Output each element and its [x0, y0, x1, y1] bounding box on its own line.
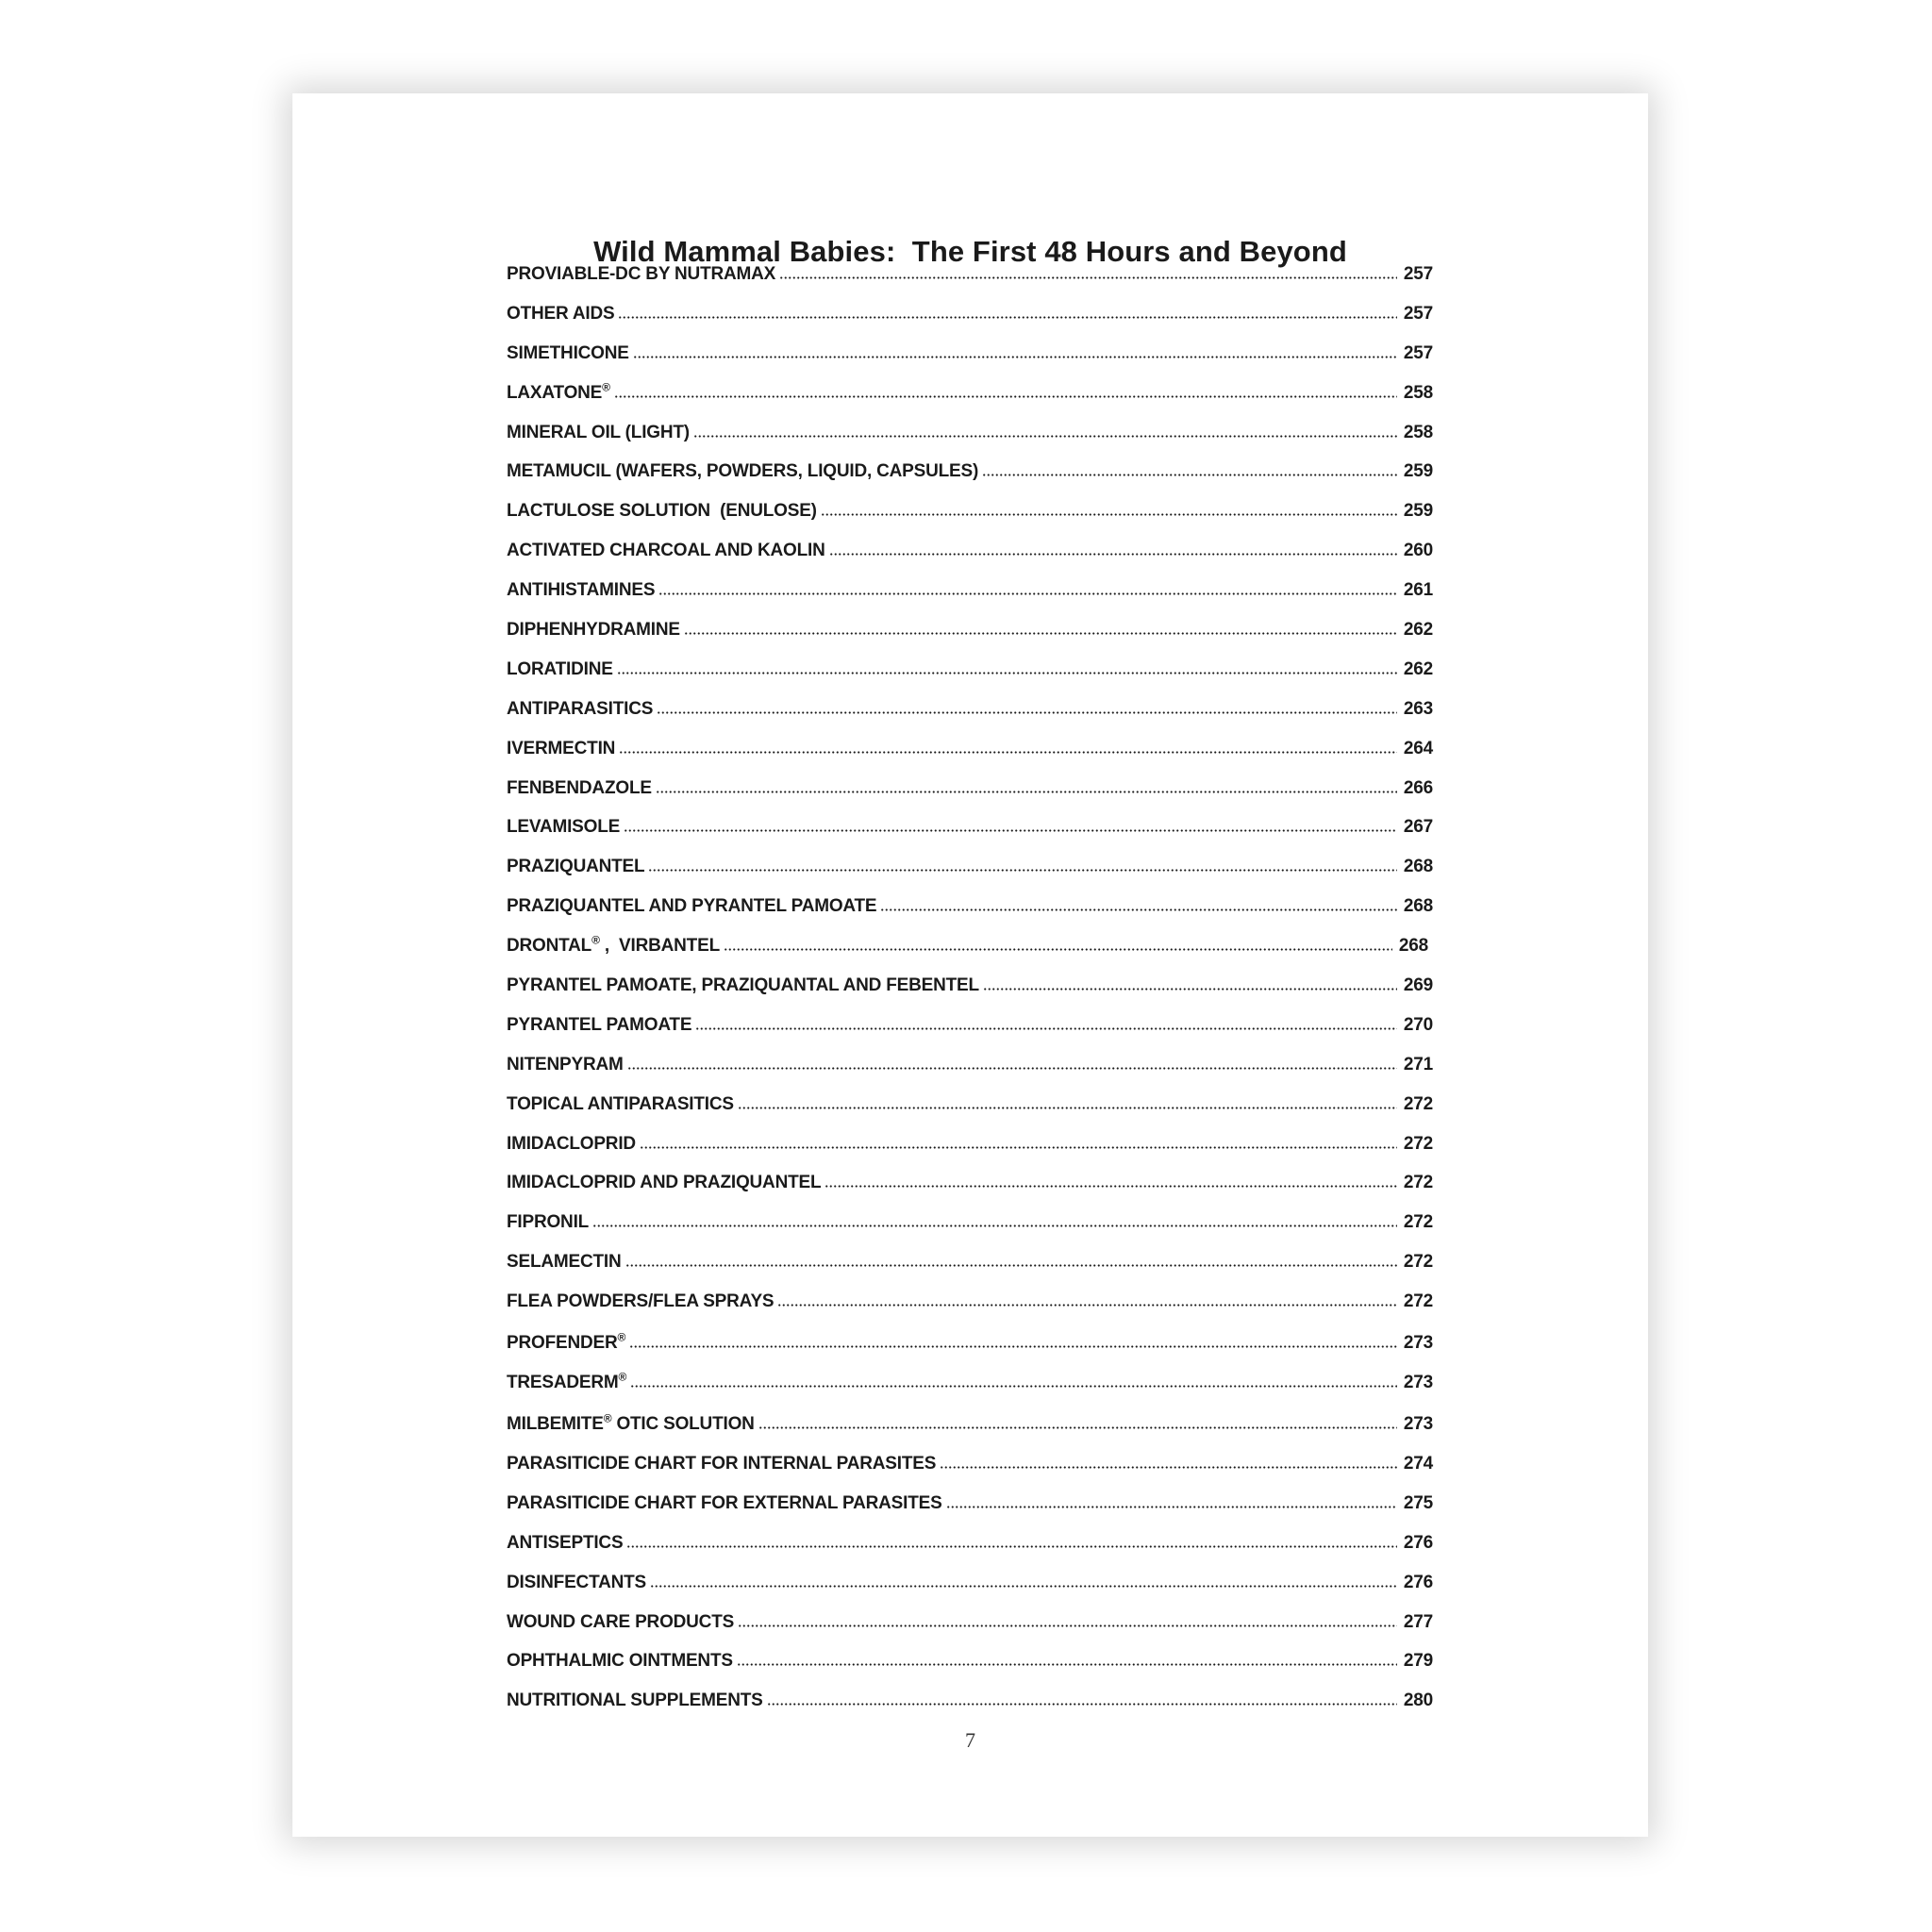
- dot-leader: [824, 1185, 1397, 1188]
- dot-leader: [880, 908, 1397, 911]
- toc-entry[interactable]: [507, 1015, 1433, 1055]
- dot-leader: [779, 276, 1397, 279]
- dot-leader: [614, 395, 1397, 398]
- dot-leader: [640, 1146, 1397, 1149]
- toc-entry[interactable]: [507, 857, 1433, 896]
- toc-entry[interactable]: [507, 1493, 1433, 1533]
- toc-entry[interactable]: [507, 620, 1433, 659]
- toc-entry[interactable]: [507, 304, 1433, 343]
- toc-entry-page: 266: [1403, 777, 1433, 798]
- toc-entry[interactable]: [507, 817, 1433, 857]
- toc-entry-page: 257: [1403, 264, 1433, 284]
- dot-leader: [982, 474, 1397, 476]
- toc-entry-label: PRAZIQUANTEL: [507, 857, 645, 877]
- toc-entry-label: PYRANTEL PAMOATE: [507, 1014, 692, 1035]
- toc-entry[interactable]: [507, 1173, 1433, 1212]
- dot-leader: [946, 1506, 1397, 1508]
- toc-entry-label: METAMUCIL (WAFERS, POWDERS, LIQUID, CAPSULES): [507, 461, 979, 482]
- toc-entry-label: TOPICAL ANTIPARASITICS: [507, 1093, 734, 1114]
- dot-leader: [829, 553, 1397, 556]
- toc-entry[interactable]: [507, 1370, 1433, 1414]
- registered-trademark-mark: ®: [603, 1411, 612, 1425]
- dot-leader: [618, 316, 1397, 319]
- toc-entry-page: 276: [1403, 1532, 1433, 1553]
- toc-entry-label: IMIDACLOPRID AND PRAZIQUANTEL: [507, 1173, 822, 1193]
- toc-entry[interactable]: [507, 1573, 1433, 1612]
- toc-entry-label: IMIDACLOPRID: [507, 1133, 636, 1154]
- toc-entry[interactable]: [507, 1651, 1433, 1690]
- toc-entry-page: 272: [1403, 1291, 1433, 1312]
- page-title: Wild Mammal Babies: The First 48 Hours and Beyond: [593, 234, 1347, 268]
- toc-entry[interactable]: [507, 1454, 1433, 1493]
- toc-entry-page: 263: [1403, 698, 1433, 719]
- toc-entry-label: FENBENDAZOLE: [507, 777, 652, 798]
- toc-entry[interactable]: [507, 975, 1433, 1015]
- toc-entry-page: 272: [1403, 1173, 1433, 1193]
- dot-leader: [738, 1107, 1397, 1109]
- dot-leader: [656, 791, 1397, 793]
- toc-entry-page: 277: [1403, 1611, 1433, 1632]
- toc-entry-page: 257: [1403, 342, 1433, 363]
- toc-entry-label: FLEA POWDERS/FLEA SPRAYS: [507, 1291, 774, 1312]
- toc-entry[interactable]: [507, 1690, 1433, 1730]
- toc-entry-label: ACTIVATED CHARCOAL AND KAOLIN: [507, 541, 825, 561]
- toc-entry-label: MILBEMITE® OTIC SOLUTION: [507, 1411, 755, 1435]
- dot-leader: [619, 751, 1397, 754]
- toc-entry[interactable]: [507, 1212, 1433, 1252]
- registered-trademark-mark: ®: [617, 1330, 626, 1344]
- dot-leader: [633, 356, 1397, 358]
- dot-leader: [767, 1703, 1397, 1706]
- table-of-contents: [507, 264, 1433, 1730]
- toc-entry-page: 273: [1403, 1373, 1433, 1393]
- registered-trademark-mark: ®: [591, 933, 600, 947]
- toc-entry[interactable]: [507, 699, 1433, 739]
- dot-leader: [724, 948, 1392, 951]
- dot-leader: [684, 632, 1397, 635]
- toc-entry-page: 270: [1403, 1014, 1433, 1035]
- toc-entry-page: 275: [1403, 1492, 1433, 1513]
- toc-entry-page: 258: [1403, 382, 1433, 403]
- toc-entry-label: NITENPYRAM: [507, 1054, 624, 1074]
- toc-entry-label: SIMETHICONE: [507, 342, 629, 363]
- toc-entry[interactable]: [507, 1134, 1433, 1174]
- toc-entry-label: LEVAMISOLE: [507, 817, 621, 838]
- dot-leader: [627, 1067, 1397, 1070]
- toc-entry-page: 276: [1403, 1572, 1433, 1592]
- toc-entry-page: 260: [1403, 541, 1433, 561]
- toc-entry-page: 271: [1403, 1054, 1433, 1074]
- toc-entry-page: 279: [1403, 1651, 1433, 1672]
- toc-entry-page: 273: [1403, 1414, 1433, 1435]
- toc-entry-page: 259: [1403, 501, 1433, 522]
- toc-entry-page: 272: [1403, 1133, 1433, 1154]
- toc-entry-page: 268: [1403, 896, 1433, 917]
- dot-leader: [695, 1027, 1397, 1030]
- toc-entry-label: PROFENDER®: [507, 1330, 626, 1354]
- toc-entry-label: IVERMECTIN: [507, 738, 616, 758]
- toc-entry-label: PYRANTEL PAMOATE, PRAZIQUANTAL AND FEBENTEL: [507, 975, 979, 996]
- toc-entry-label: WOUND CARE PRODUCTS: [507, 1611, 735, 1632]
- dot-leader: [983, 988, 1397, 991]
- toc-entry[interactable]: [507, 739, 1433, 778]
- toc-entry[interactable]: [507, 580, 1433, 620]
- page-number: 7: [965, 1728, 975, 1752]
- toc-entry-label: PROVIABLE-DC BY NUTRAMAX: [507, 264, 776, 284]
- toc-entry-page: 268: [1403, 857, 1433, 877]
- toc-entry-page: 261: [1403, 580, 1433, 601]
- toc-entry-label: DIPHENHYDRAMINE: [507, 620, 680, 641]
- dot-leader: [592, 1224, 1397, 1227]
- toc-entry-page: 268: [1398, 936, 1428, 957]
- toc-entry-label: LACTULOSE SOLUTION (ENULOSE): [507, 501, 817, 522]
- toc-entry-label: LORATIDINE: [507, 658, 613, 679]
- toc-entry-label: TRESADERM®: [507, 1370, 627, 1393]
- toc-entry[interactable]: [507, 896, 1433, 936]
- toc-entry-label: ANTISEPTICS: [507, 1532, 624, 1553]
- toc-entry[interactable]: [507, 1330, 1433, 1373]
- dot-leader: [617, 672, 1397, 675]
- toc-entry-label: SELAMECTIN: [507, 1252, 622, 1273]
- toc-entry[interactable]: [507, 1612, 1433, 1652]
- toc-entry[interactable]: [507, 1055, 1433, 1094]
- toc-entry-page: 262: [1403, 620, 1433, 641]
- dot-leader: [625, 1264, 1397, 1267]
- registered-trademark-mark: ®: [602, 380, 610, 394]
- toc-entry-page: 258: [1403, 422, 1433, 442]
- toc-entry-label: OTHER AIDS: [507, 303, 615, 324]
- toc-entry-page: 272: [1403, 1212, 1433, 1233]
- toc-entry[interactable]: [507, 501, 1433, 541]
- toc-entry[interactable]: [507, 1252, 1433, 1291]
- toc-entry[interactable]: [507, 423, 1433, 462]
- dot-leader: [777, 1304, 1397, 1307]
- dot-leader: [657, 711, 1397, 714]
- toc-entry-page: 264: [1403, 738, 1433, 758]
- toc-entry[interactable]: [507, 264, 1433, 304]
- toc-entry-label: PRAZIQUANTEL AND PYRANTEL PAMOATE: [507, 896, 877, 917]
- dot-leader: [630, 1385, 1397, 1388]
- dot-leader: [648, 869, 1397, 872]
- toc-entry-page: 262: [1403, 658, 1433, 679]
- toc-entry-page: 273: [1403, 1333, 1433, 1354]
- toc-entry[interactable]: [507, 778, 1433, 818]
- toc-entry[interactable]: [507, 343, 1433, 383]
- dot-leader: [624, 829, 1397, 832]
- toc-entry[interactable]: [507, 1533, 1433, 1573]
- toc-entry-page: 272: [1403, 1093, 1433, 1114]
- toc-entry[interactable]: [507, 1291, 1433, 1333]
- toc-entry[interactable]: [507, 380, 1433, 423]
- toc-entry-label: PARASITICIDE CHART FOR EXTERNAL PARASITES: [507, 1492, 942, 1513]
- toc-entry-label: LAXATONE®: [507, 380, 610, 403]
- dot-leader: [626, 1545, 1397, 1548]
- dot-leader: [693, 435, 1397, 438]
- registered-trademark-mark: ®: [618, 1370, 627, 1384]
- dot-leader: [650, 1585, 1397, 1588]
- toc-entry-label: DRONTAL® , VIRBANTEL: [507, 933, 720, 957]
- toc-entry-page: 267: [1403, 817, 1433, 838]
- dot-leader: [821, 513, 1397, 516]
- toc-entry-label: MINERAL OIL (LIGHT): [507, 422, 690, 442]
- document-page: [292, 93, 1648, 1837]
- toc-entry-page: 272: [1403, 1252, 1433, 1273]
- toc-entry-label: ANTIHISTAMINES: [507, 580, 656, 601]
- dot-leader: [738, 1624, 1397, 1627]
- toc-entry-page: 280: [1403, 1690, 1433, 1711]
- toc-entry[interactable]: [507, 461, 1433, 501]
- dot-leader: [940, 1466, 1397, 1469]
- toc-entry-page: 274: [1403, 1453, 1433, 1474]
- toc-entry-page: 259: [1403, 461, 1433, 482]
- toc-entry[interactable]: [507, 1094, 1433, 1134]
- toc-entry-label: ANTIPARASITICS: [507, 698, 654, 719]
- toc-entry-label: DISINFECTANTS: [507, 1572, 646, 1592]
- dot-leader: [758, 1426, 1397, 1429]
- toc-entry-page: 269: [1403, 975, 1433, 996]
- dot-leader: [737, 1663, 1397, 1666]
- toc-entry-label: OPHTHALMIC OINTMENTS: [507, 1651, 733, 1672]
- toc-entry[interactable]: [507, 1411, 1433, 1454]
- toc-entry-page: 257: [1403, 303, 1433, 324]
- dot-leader: [629, 1345, 1397, 1348]
- dot-leader: [658, 592, 1397, 595]
- toc-entry-label: PARASITICIDE CHART FOR INTERNAL PARASITES: [507, 1453, 937, 1474]
- toc-entry[interactable]: [507, 933, 1433, 975]
- toc-entry[interactable]: [507, 659, 1433, 699]
- toc-entry-label: FIPRONIL: [507, 1212, 590, 1233]
- toc-entry[interactable]: [507, 541, 1433, 580]
- toc-entry-label: NUTRITIONAL SUPPLEMENTS: [507, 1690, 763, 1711]
